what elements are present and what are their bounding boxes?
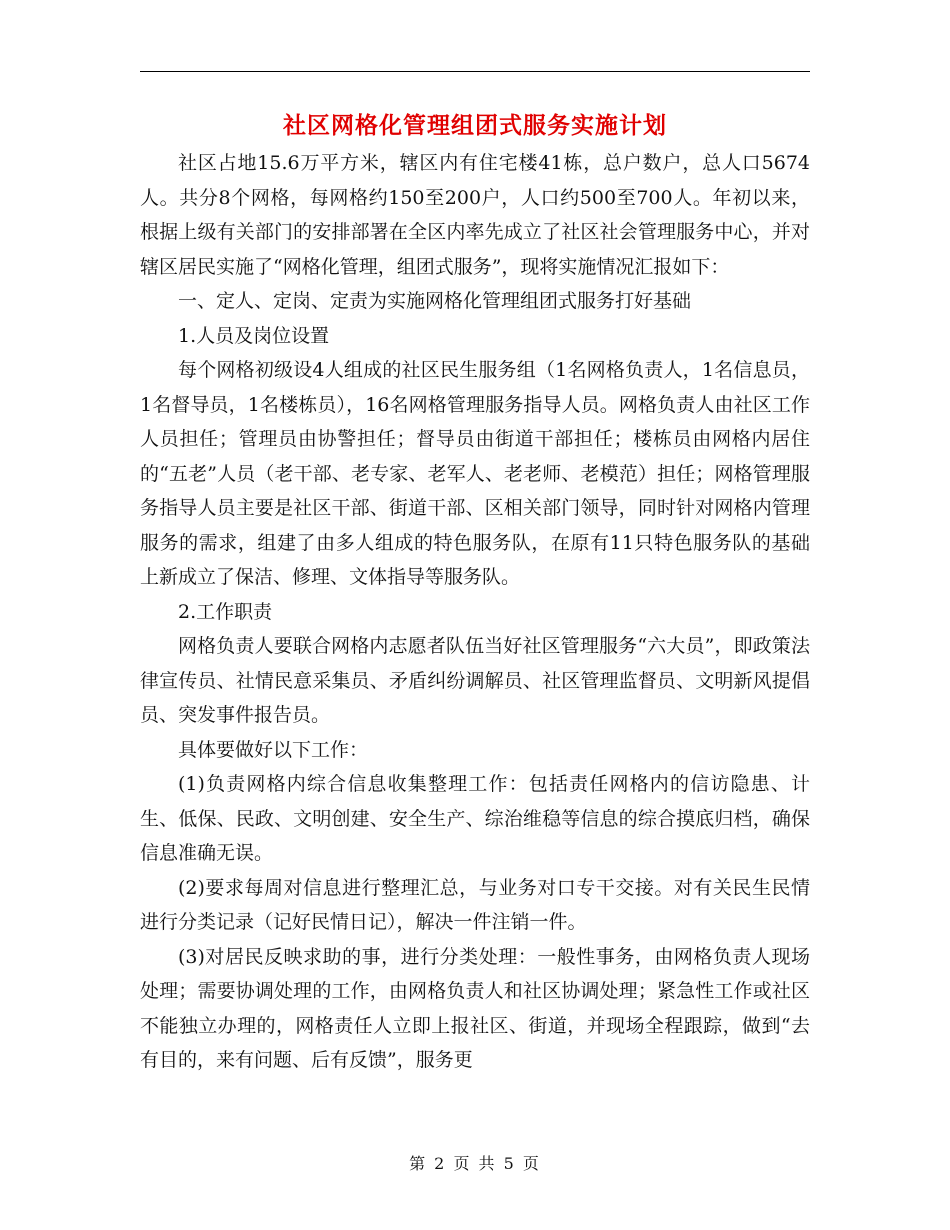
header-rule <box>140 71 810 72</box>
subsection-heading: 1.人员及岗位设置 <box>178 324 330 347</box>
list-item: (2)要求每周对信息进行整理汇总，与业务对口专干交接。对有关民生民情进行分类记录（记好民情日记），解决一件注销一件。 <box>140 876 810 933</box>
list-item: (3)对居民反映求助的事，进行分类处理：一般性事务，由网格负责人现场处理；需要协调处理的工作，由网格负责人和社区协调处理；紧急性工作或社区不能独立办理的，网格责任人立即上报社区、街道，并现场全程跟踪，做到“去有目的，来有问题、后有反馈”，服务更 <box>140 945 810 1071</box>
paragraph: 每个网格初级设4人组成的社区民生服务组（1名网格负责人，1名信息员，1名督导员，1名楼栋员），16名网格管理服务指导人员。网格负责人由社区工作人员担任；管理员由协警担任；督导员由街道干部担任；楼栋员由网格内居住的“五老”人员（老干部、老专家、老军人、老老师、老模范）担任；网格管理服务指导人员主要是社区干部、街道干部、区相关部门领导，同时针对网格内管理服务的需求，组建了由多人组成的特色服务队，在原有11只特色服务队的基础上新成立了保洁、修理、文体指导等服务队。 <box>140 359 810 588</box>
paragraph: 社区占地15.6万平方米，辖区内有住宅楼41栋，总户数户，总人口5674人。共分8个网格，每网格约150至200户，人口约500至700人。年初以来，根据上级有关部门的安排部署在全区内率先成立了社区社会管理服务中心，并对辖区居民实施了“网格化管理，组团式服务”，现将实施情况汇报如下： <box>140 152 810 278</box>
section-heading: 一、定人、定岗、定责为实施网格化管理组团式服务打好基础 <box>178 290 692 312</box>
page-number: 第 2 页 共 5 页 <box>409 1154 541 1173</box>
document-title: 社区网格化管理组团式服务实施计划 <box>283 112 667 139</box>
paragraph: 网格负责人要联合网格内志愿者队伍当好社区管理服务“六大员”，即政策法律宣传员、社情民意采集员、矛盾纠纷调解员、社区管理监督员、文明新风提倡员、突发事件报告员。 <box>140 635 810 726</box>
paragraph: 具体要做好以下工作： <box>178 738 369 761</box>
document-body <box>140 146 810 1078</box>
subsection-heading: 2.工作职责 <box>178 600 273 623</box>
list-item: (1)负责网格内综合信息收集整理工作：包括责任网格内的信访隐患、计生、低保、民政、文明创建、安全生产、综治维稳等信息的综合摸底归档，确保信息准确无误。 <box>140 773 810 864</box>
